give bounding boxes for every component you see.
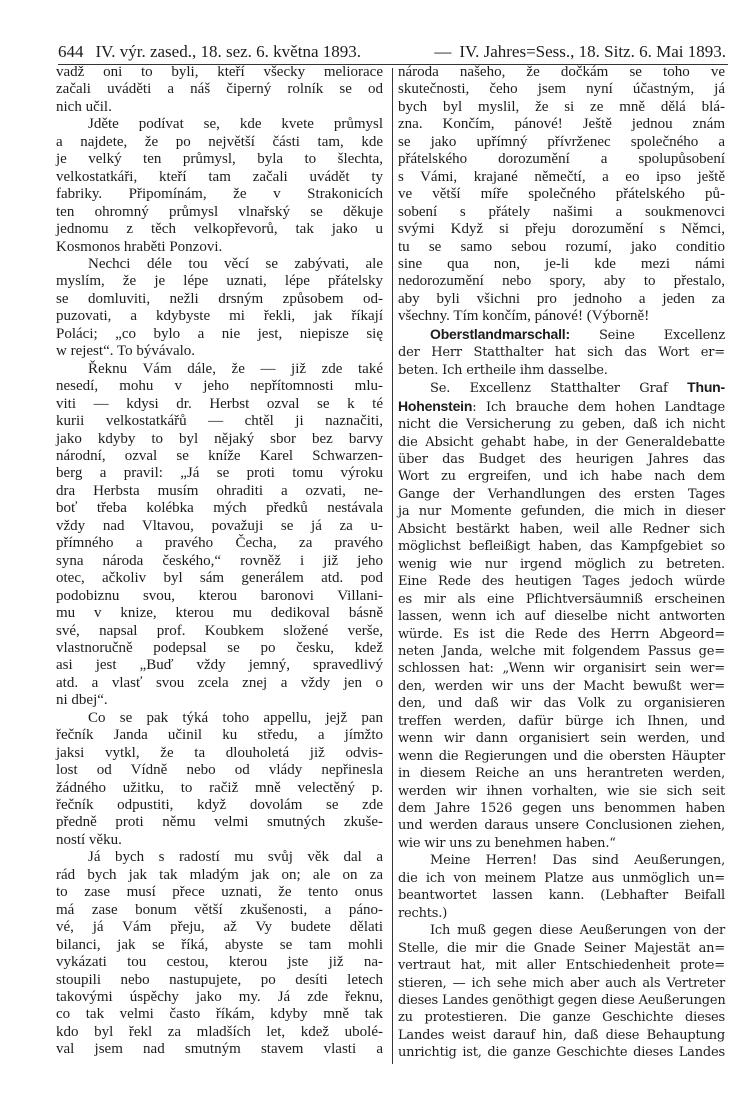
text-line <box>398 957 725 974</box>
line-text: má zase bonum větší zkušenosti, a páno- <box>56 901 383 918</box>
text-line <box>56 553 383 570</box>
paragraph <box>56 256 383 361</box>
line-text: myslím, že je lépe uznati, lépe přátelsky <box>56 273 383 290</box>
line-text: to zase musí přece uznati, že tento onus <box>56 884 383 901</box>
line-text: Co se pak týká toho appellu, jejž pan <box>88 709 383 726</box>
text-line <box>398 521 725 538</box>
line-text: puzovati, a kdybyste mi řekli, jak říkají <box>56 308 383 325</box>
text-line <box>56 134 383 151</box>
text-line <box>56 954 383 971</box>
line-text: podobiznu svou, kterou baronovi Villani- <box>56 587 383 604</box>
header-czech: IV. výr. zased., 18. sez. 6. května 1893. <box>95 42 361 61</box>
line-text: Eine Rede des heutigen Tages jedoch würde <box>398 574 725 590</box>
line-text: Jděte podívat se, kde kvete průmysl <box>88 116 383 133</box>
text-line <box>56 710 383 727</box>
line-text: vé, já Vám přeju, až Vy budete dělati <box>56 919 383 936</box>
text-line <box>56 1006 383 1023</box>
line-text: mu v knize, kterou mu dedikoval básně <box>56 605 383 622</box>
line-text: Meine Herren! Das sind Aeußerungen, <box>430 853 725 869</box>
line-text: rád bych jak tak mladým jak on; ale on za <box>56 866 383 883</box>
line-text: dieses Landes genöthigt gegen diese Aeußerungen <box>398 993 726 1009</box>
line-text: neten Janda, welche mit folgendem Passus ge= <box>398 643 725 659</box>
line-text: přátelského dorozumění a spolupůsobení <box>398 151 725 168</box>
text-line <box>398 434 725 451</box>
line-text: wenn wir dann organisiert sein werden, und <box>398 731 725 747</box>
line-text: nedorozumění nebo spory, aby to přestalo, <box>398 273 725 290</box>
text-line <box>398 239 725 256</box>
text-line <box>398 169 725 186</box>
speaker-name: Thun- <box>687 379 725 396</box>
text-line <box>56 727 383 744</box>
line-text: vždy nad Vltavou, považuji se já za u- <box>56 517 383 534</box>
text-line <box>398 451 725 468</box>
line-text: řečník Janda učinil ku středu, a jímžto <box>56 727 383 744</box>
text-line <box>398 256 725 273</box>
text-line <box>398 852 725 869</box>
text-line <box>56 797 383 814</box>
page-number: 644 <box>58 42 84 61</box>
text-line <box>56 1024 383 1041</box>
line-text: tu se samo sebou rozumí, jako conditio <box>398 238 725 255</box>
line-text: in diesem Reiche an uns herantreten werden, <box>398 766 725 782</box>
text-line <box>56 151 383 168</box>
line-text: w rejest“. To bývávalo. <box>56 343 196 360</box>
paragraph <box>398 379 725 852</box>
text-line <box>398 326 725 344</box>
line-text: wenig wie nur irgend möglich zu betreten. <box>398 556 725 572</box>
line-text: schlossen hat: „Wenn wir organisirt sein wer= <box>398 661 725 677</box>
line-text: die Absicht gehabt habe, in der Generaldebatte <box>398 434 725 450</box>
line-text: Hohenstein: Ich brauche dem hohen Landtage <box>398 397 725 415</box>
text-line <box>56 814 383 831</box>
line-text: ni dbej“. <box>56 692 108 709</box>
text-line <box>56 588 383 605</box>
line-text: lost od Vídně nebo od vlády nepřinesla <box>56 762 383 779</box>
text-line <box>398 817 725 834</box>
paragraph <box>56 64 383 116</box>
line-text: národní, ozval se kníže Karel Schwarzen- <box>56 447 383 464</box>
line-text: den, werden wir uns der Macht bewußt wer= <box>398 678 725 694</box>
text-line <box>56 204 383 221</box>
paragraph <box>398 852 725 922</box>
line-text: národa našeho, že dočkám se toho ve <box>398 64 725 80</box>
text-line <box>56 483 383 500</box>
text-line <box>398 713 725 730</box>
text-line <box>398 1009 725 1026</box>
text-line <box>56 273 383 290</box>
text-line <box>398 486 725 503</box>
text-line <box>398 765 725 782</box>
text-line <box>56 623 383 640</box>
header-separator: — <box>434 42 452 61</box>
line-text: zna. Končím, pánové! Ještě jednou znám <box>398 116 725 133</box>
line-text: vadž oni to byli, kteří všecky meliorace <box>56 64 383 80</box>
text-line <box>56 902 383 919</box>
line-text: dra Herbsta musím ohraditi a ozvati, ne- <box>56 482 383 499</box>
text-line <box>398 273 725 290</box>
text-line <box>56 989 383 1006</box>
text-line <box>56 780 383 797</box>
text-line <box>56 849 383 866</box>
line-text: kdo byl řekl za mladších let, kdež ubolé- <box>56 1023 383 1040</box>
text-line <box>398 870 725 887</box>
line-text: würde. Es ist die Rede des Herrn Abgeord= <box>398 626 725 642</box>
text-line <box>398 556 725 573</box>
line-text: přímného a pravého Čecha, za pravého <box>56 535 383 552</box>
text-line <box>398 887 725 904</box>
text-line <box>398 905 725 922</box>
text-line <box>56 256 383 273</box>
text-line <box>56 640 383 657</box>
line-text: jaksi vytkl, že ta dlouholetá již odvis- <box>56 744 383 761</box>
line-text: werden wir ihnen vorhalten, wie sie sich seit <box>398 783 725 799</box>
text-line <box>56 605 383 622</box>
line-text: dem Jahre 1526 gegen uns benommen haben <box>398 801 725 817</box>
text-line <box>398 591 725 608</box>
line-text: stoupili nebo nastupujete, po desíti letech <box>56 971 383 988</box>
text-line <box>56 867 383 884</box>
text-line <box>56 535 383 552</box>
text-line <box>56 972 383 989</box>
line-text: Kosmonos hraběti Ponzovi. <box>56 238 223 255</box>
line-text: Já bych s radostí mu svůj věk dal a <box>88 849 383 866</box>
line-text: žádného užitku, to račiž mně velectěný p. <box>56 779 383 796</box>
text-line <box>56 396 383 413</box>
text-line <box>56 326 383 343</box>
line-text: beantwortet lassen kann. (Lebhafter Beifall <box>398 888 725 904</box>
text-line <box>398 116 725 133</box>
text-line <box>56 675 383 692</box>
text-line <box>56 116 383 133</box>
text-line <box>398 678 725 695</box>
line-text: die ich von meinem Platze aus unmöglich un= <box>398 870 725 886</box>
text-line <box>56 448 383 465</box>
paragraph <box>56 116 383 256</box>
paragraph <box>398 922 725 1062</box>
text-line <box>398 1044 725 1061</box>
line-text: Wort zu ergreifen, und ich habe nach dem <box>398 469 725 485</box>
line-text: vertraut hat, mit aller Entschiedenheit prote= <box>398 958 725 974</box>
line-text: val jsem nad smutným stavem vlasti a <box>56 1041 383 1058</box>
text-line <box>56 937 383 954</box>
line-text: ten ohromný průmysl vlnařský se děkuje <box>56 203 383 220</box>
line-text: treffen werden, dafür bürge ich Ihnen, und <box>398 713 725 729</box>
line-text: vlastnoručně podepsal se po česku, kdež <box>56 639 383 656</box>
line-text: Seine Excellenz <box>569 327 725 343</box>
line-text: wenn die Regierungen und die obersten Häupter <box>398 748 725 764</box>
text-line <box>56 762 383 779</box>
line-text: skutečnosti, čeho jsem nyní účastným, já <box>398 81 725 98</box>
speaker-name: Hohenstein <box>398 397 473 414</box>
text-line <box>56 99 383 116</box>
line-text: všechny. Tím končím, pánové! (Výborně! <box>398 308 650 325</box>
line-text: Stelle, die mir die Gnade Seiner Majestät an= <box>398 940 725 956</box>
line-text: vykázati tou cestou, kterou jste již na- <box>56 954 383 971</box>
speaker-name: Oberstlandmarschall: <box>430 325 570 342</box>
text-line <box>398 204 725 221</box>
line-text: asi jest „Buď vždy jemný, spravedlivý <box>56 657 383 674</box>
text-line <box>398 362 725 379</box>
line-text: předně proti němu velmi smutných zkuše- <box>56 814 383 831</box>
text-line <box>56 884 383 901</box>
line-text: berg a pravil: „Já se proti tomu výroku <box>56 465 383 482</box>
text-line <box>398 468 725 485</box>
text-line <box>398 1027 725 1044</box>
text-line <box>398 308 725 325</box>
text-line <box>56 500 383 517</box>
text-line <box>398 81 725 98</box>
line-text: takovými úspěchy jako my. Já zde řeknu, <box>56 989 383 1006</box>
text-line <box>56 186 383 203</box>
line-text: lassen, wenn ich auf dieselbe nicht antworten <box>398 609 725 625</box>
text-line <box>398 573 725 590</box>
line-text: sobení s přátely našimi a soukmenovci <box>398 203 725 220</box>
text-line <box>398 695 725 712</box>
text-line <box>398 643 725 660</box>
line-text: ja nur Momente gefunden, die mich in dieser <box>398 504 725 520</box>
text-line <box>56 518 383 535</box>
line-text: bilanci, jak se říká, abyste se tam mohli <box>56 936 383 953</box>
text-line <box>56 465 383 482</box>
text-line <box>398 940 725 957</box>
line-text: ve větší míře společného přátelského pů- <box>398 186 725 203</box>
line-text: den, und daß wir das Volk zu organisieren <box>398 696 725 712</box>
text-line <box>56 431 383 448</box>
line-text: co tak velmi často říkám, kdyby mně tak <box>56 1006 383 1023</box>
line-text: Gange der Verhandlungen des ersten Tages <box>398 486 725 502</box>
left-column <box>56 64 383 1059</box>
line-text: boť třeba kolébka mých předků nestávala <box>56 500 383 517</box>
line-text: über das Budget des heurigen Jahres das <box>398 451 725 467</box>
right-column <box>398 64 725 1062</box>
line-text: jako kdyby to byl nějaký sbor bez barvy <box>56 430 383 447</box>
line-text: s Vámi, krajané němečtí, a eo ipso ještě <box>398 168 725 185</box>
line-text: es mir als eine Pflichtversäumniß erscheinen <box>398 591 725 607</box>
line-text: velkostatkáři, kteří tam začali uvádět ty <box>56 168 383 185</box>
running-header <box>58 36 726 62</box>
text-line <box>56 1041 383 1058</box>
line-text: je velký ten průmysl, byla to šlechta, <box>56 151 383 168</box>
text-line <box>398 99 725 116</box>
text-line <box>56 657 383 674</box>
line-text: a najdete, že po největší části tam, kde <box>56 133 383 150</box>
line-text: viti — kdysi dr. Herbst ozval se k té <box>56 395 383 412</box>
line-text: bych byl myslil, že si ze mně dělá blá- <box>398 98 725 115</box>
text-line <box>56 291 383 308</box>
line-text: začali uváděti a náš čiperný rolník se od <box>56 81 383 98</box>
line-text: se domluviti, nežli drsným způsobem od- <box>56 290 383 307</box>
line-text: rechts.) <box>398 905 448 921</box>
line-text: Nechci déle tou věcí se zabývati, ale <box>88 255 383 272</box>
text-line <box>398 835 725 852</box>
text-line <box>398 221 725 238</box>
column-divider <box>392 68 393 1064</box>
line-text: svými Když si přeju dorozumění s Němci, <box>398 221 725 238</box>
header-german: IV. Jahres=Sess., 18. Sitz. 6. Mai 1893. <box>459 42 726 61</box>
line-text: své, napsal prof. Koubkem složené verše, <box>56 622 383 639</box>
text-line <box>56 413 383 430</box>
line-text: se jako upřímný přívrženec společného a <box>398 133 725 150</box>
line-text: fabriky. Připomínám, že v Strakonicích <box>56 186 383 203</box>
text-line <box>56 343 383 360</box>
line-text: zu protestieren. Die ganze Geschichte dieses <box>398 1010 725 1026</box>
line-text: Ich muß gegen diese Aeußerungen von der <box>430 923 725 939</box>
text-line <box>56 169 383 186</box>
text-line <box>398 398 725 416</box>
line-text: sine qua non, je-li kde mezi námi <box>398 255 725 272</box>
text-line <box>56 692 383 709</box>
text-line <box>398 538 725 555</box>
text-line <box>398 800 725 817</box>
paragraph <box>56 849 383 1058</box>
paragraph <box>398 326 725 379</box>
line-text: stieren, — ich sehe mich aber auch als Vertreter <box>398 975 725 991</box>
text-line <box>398 730 725 747</box>
text-line <box>398 660 725 677</box>
text-line <box>56 239 383 256</box>
line-text: möglichst befleißigt haben, das Kampfgebiet so <box>398 539 725 555</box>
line-text: der Herr Statthalter hat sich das Wort er= <box>398 345 725 361</box>
text-line <box>398 503 725 520</box>
text-line <box>56 378 383 395</box>
text-line <box>56 919 383 936</box>
line-text: nicht die Versicherung zu geben, daß ich nicht <box>398 417 725 433</box>
line-text: Landes weist darauf hin, daß diese Behauptung <box>398 1027 725 1043</box>
line-text: řečník odpustiti, když dovolám se zde <box>56 797 383 814</box>
paragraph <box>56 361 383 710</box>
line-text: wie wir uns zu benehmen haben.“ <box>398 835 616 851</box>
text-line <box>398 379 725 397</box>
text-line <box>398 992 725 1009</box>
text-line <box>56 745 383 762</box>
line-text: otec, ačkoliv byl sám generálem atd. pod <box>56 570 383 587</box>
line-text: aby byli všichni pro jednoho a jeden za <box>398 290 725 307</box>
text-line <box>56 64 383 81</box>
line-text: Řeknu Vám dále, že — již zde také <box>88 360 383 377</box>
text-line <box>56 361 383 378</box>
line-text: atd. a vlasť svou zcela znej a vždy jen o <box>56 674 383 691</box>
line-text: kurii velkostatkářů — chtěl ji naznačiti, <box>56 413 383 430</box>
line-text: ností věku. <box>56 831 122 848</box>
text-line <box>56 570 383 587</box>
paragraph <box>56 710 383 850</box>
text-line <box>398 748 725 765</box>
text-line <box>398 416 725 433</box>
text-line <box>56 308 383 325</box>
text-line <box>398 608 725 625</box>
line-text: Se. Excellenz Statthalter Graf Thun- <box>430 379 725 397</box>
line-text: nesedí, mohu v jeho nepřítomnosti mlu- <box>56 378 383 395</box>
text-line <box>56 832 383 849</box>
text-line <box>398 134 725 151</box>
text-line <box>398 626 725 643</box>
line-text: Poláci; „co bylo a nie jest, niepisze się <box>56 325 383 342</box>
line-text: und werden daraus unsere Conclusionen ziehen, <box>398 818 725 834</box>
text-line <box>398 344 725 361</box>
line-text: unrichtig ist, die ganze Geschichte dieses Landes <box>398 1045 725 1061</box>
text-line <box>398 922 725 939</box>
line-text: Absicht bestärkt haben, weil alle Redner sich <box>398 521 725 537</box>
line-text: syna národa českého,“ rovněž i již jeho <box>56 552 383 569</box>
text-line <box>398 783 725 800</box>
paragraph <box>398 64 725 326</box>
text-line <box>398 64 725 81</box>
line-text: nich učil. <box>56 98 112 115</box>
text-line <box>56 81 383 98</box>
text-line <box>56 221 383 238</box>
line-text: beten. Ich ertheile ihm dasselbe. <box>398 362 608 378</box>
line-text: jednomu z těch velkopřevorů, tak jako u <box>56 221 383 238</box>
text-line <box>398 151 725 168</box>
text-line <box>398 975 725 992</box>
text-line <box>398 291 725 308</box>
text-line <box>398 186 725 203</box>
